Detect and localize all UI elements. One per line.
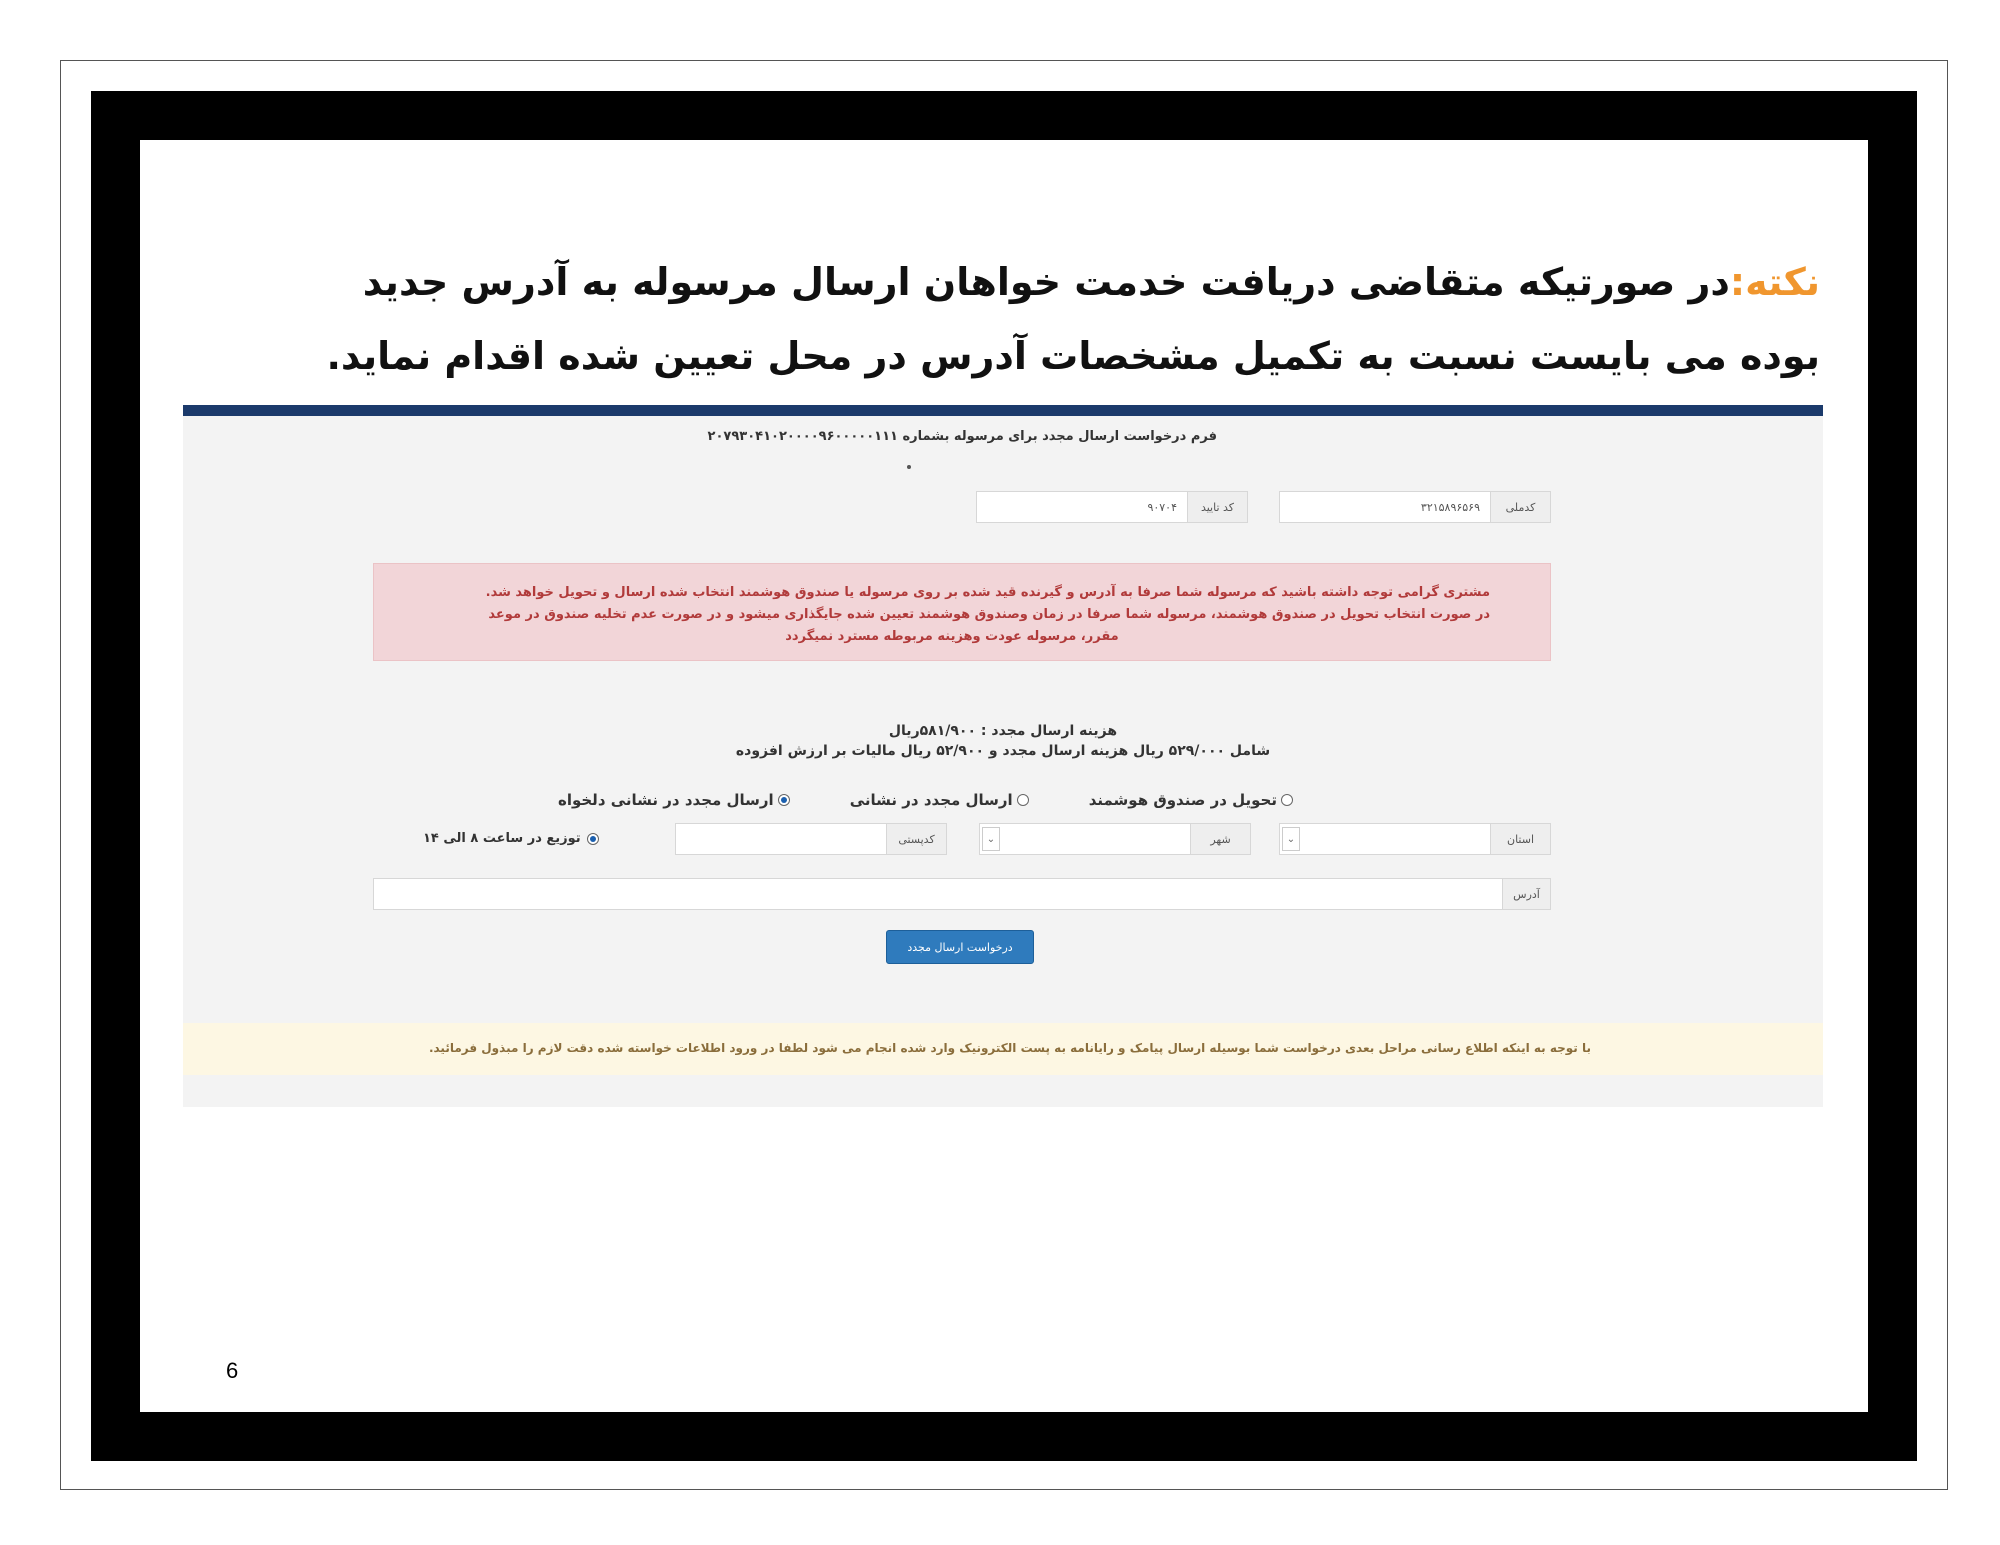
note-paragraph bbox=[280, 245, 1820, 393]
city-select[interactable] bbox=[979, 823, 1251, 855]
resend-request-button[interactable]: درخواست ارسال مجدد bbox=[886, 930, 1034, 964]
slide bbox=[140, 140, 1868, 1412]
city-label: شهر bbox=[1190, 824, 1250, 854]
confirm-code-value: ۹۰۷۰۴ bbox=[1147, 500, 1177, 514]
alert-line-1: مشتری گرامی توجه داشته باشید که مرسوله شما صرفا به آدرس و گیرنده قید شده بر روی مرسوله یا صندوق هوشمند انتخاب شده ارسال و تحویل خواهد شد. bbox=[485, 585, 1490, 600]
radio-selected-icon bbox=[778, 794, 790, 806]
address-label: آدرس bbox=[1502, 879, 1550, 909]
cost-breakdown: شامل ۵۲۹/۰۰۰ ریال هزینه ارسال مجدد و ۵۲/۹۰۰ ریال مالیات بر ارزش افزوده bbox=[735, 743, 1271, 759]
chevron-down-icon[interactable]: ⌄ bbox=[1282, 827, 1300, 851]
address-field[interactable] bbox=[373, 878, 1551, 910]
form-screenshot bbox=[183, 405, 1823, 1107]
confirm-code-label: کد تایید bbox=[1187, 492, 1247, 522]
postal-code-field[interactable] bbox=[675, 823, 947, 855]
header-bar bbox=[183, 405, 1823, 416]
dot bbox=[907, 465, 911, 469]
distribution-time-option[interactable] bbox=[423, 831, 599, 846]
note-text: در صورتیکه متقاضی دریافت خدمت خواهان ارسال مرسوله به آدرس جدید بوده می بایست نسبت به تکمیل مشخصات آدرس در محل تعیین شده اقدام نماید. bbox=[326, 260, 1820, 378]
alert-line-2: در صورت انتخاب تحویل در صندوق هوشمند، مرسوله شما صرفا در زمان وصندوق هوشمند تعیین شده جایگذاری میشود و در صورت عدم تخلیه صندوق در موعد bbox=[488, 607, 1490, 622]
radio-resend-address[interactable]: ارسال مجدد در نشانی bbox=[850, 791, 1029, 809]
radio-selected-icon bbox=[587, 833, 599, 845]
radio-empty-icon bbox=[1281, 794, 1293, 806]
cost-total: هزینه ارسال مجدد : ۵۸۱/۹۰۰ریال bbox=[888, 723, 1118, 739]
form-title: فرم درخواست ارسال مجدد برای مرسوله بشماره ۲۰۷۹۳۰۴۱۰۲۰۰۰۰۹۶۰۰۰۰۰۱۱۱ bbox=[707, 429, 1217, 444]
page-number: 6 bbox=[226, 1358, 239, 1383]
postal-code-label: کدپستی bbox=[886, 824, 946, 854]
radio-empty-icon bbox=[1017, 794, 1029, 806]
radio-smart-box[interactable]: تحویل در صندوق هوشمند bbox=[1089, 791, 1293, 809]
national-code-label: کدملی bbox=[1490, 492, 1550, 522]
confirm-code-field[interactable] bbox=[976, 491, 1248, 523]
note-label: نکته: bbox=[1729, 260, 1820, 304]
province-label: استان bbox=[1490, 824, 1550, 854]
national-code-field[interactable] bbox=[1279, 491, 1551, 523]
chevron-down-icon[interactable]: ⌄ bbox=[982, 827, 1000, 851]
warning-alert bbox=[373, 563, 1551, 661]
distribution-time-label: توزیع در ساعت ۸ الی ۱۴ bbox=[423, 831, 581, 846]
national-code-value: ۳۲۱۵۸۹۶۵۶۹ bbox=[1420, 500, 1480, 514]
alert-line-3: مقرر، مرسوله عودت وهزینه مربوطه مسترد نمیگردد bbox=[785, 629, 1119, 644]
delivery-options bbox=[558, 791, 1293, 809]
info-notice: با توجه به اینکه اطلاع رسانی مراحل بعدی درخواست شما بوسیله ارسال پیامک و رایانامه به پست الکترونیک وارد شده انجام می شود لطفا در ورود اطلاعات خواسته شده دقت لازم را مبذول فرمائید. bbox=[183, 1023, 1823, 1075]
province-select[interactable] bbox=[1279, 823, 1551, 855]
radio-resend-custom-address[interactable]: ارسال مجدد در نشانی دلخواه bbox=[558, 791, 790, 809]
